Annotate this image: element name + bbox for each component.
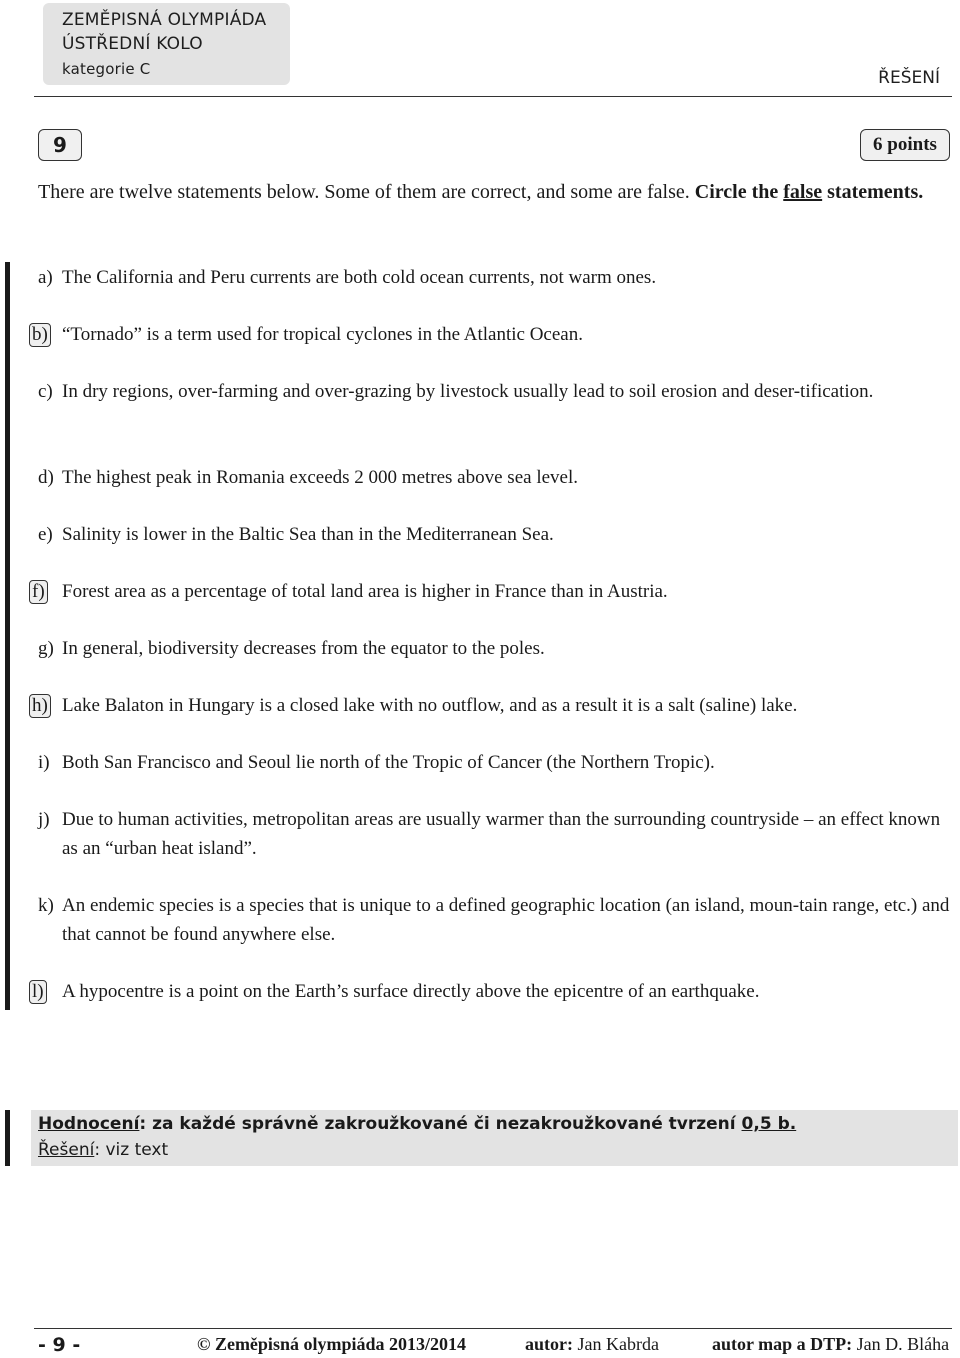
statement-f[interactable]: [32, 577, 950, 606]
statement-letter: j): [38, 809, 50, 830]
statement-text: In dry regions, over-farming and over-grazing by livestock usually lead to soil erosion and deser-tification.: [62, 381, 874, 402]
bottom-divider: [34, 1328, 952, 1329]
statement-text: A hypocentre is a point on the Earth’s surface directly above the epicentre of an earthquake.: [62, 981, 760, 1002]
statement-d[interactable]: [38, 463, 950, 492]
statement-text: Both San Francisco and Seoul lie north of the Tropic of Cancer (the Northern Tropic).: [62, 752, 715, 773]
statement-letter: d): [38, 467, 54, 488]
statement-letter: g): [38, 638, 54, 659]
intro-text: There are twelve statements below. Some of them are correct, and some are false.: [38, 181, 695, 203]
evaluation-bar: [5, 1110, 10, 1166]
author: [525, 1334, 659, 1355]
statement-text: “Tornado” is a term used for tropical cyclones in the Atlantic Ocean.: [62, 324, 583, 345]
top-divider: [34, 96, 952, 97]
statement-c[interactable]: [38, 377, 950, 406]
solution-line-label: Řešení: [38, 1140, 95, 1160]
statement-letter: a): [38, 267, 53, 288]
statement-letter: b): [29, 323, 51, 347]
statement-letter: e): [38, 524, 53, 545]
solution-line: [38, 1140, 168, 1160]
statement-e[interactable]: [38, 520, 950, 549]
side-bar: [5, 262, 10, 1010]
statement-letter: c): [38, 381, 53, 402]
statement-text: The highest peak in Romania exceeds 2 000 metres above sea level.: [62, 467, 578, 488]
statement-k[interactable]: [38, 891, 950, 949]
statement-text: Salinity is lower in the Baltic Sea than in the Mediterranean Sea.: [62, 524, 554, 545]
author-label: autor:: [525, 1334, 573, 1354]
statement-i[interactable]: [38, 748, 950, 777]
dtp-name: Jan D. Bláha: [852, 1334, 950, 1354]
statement-h[interactable]: [32, 691, 950, 720]
header-category: kategorie C: [62, 60, 151, 78]
statement-letter: l): [29, 980, 47, 1004]
evaluation-line: [38, 1114, 796, 1134]
statement-a[interactable]: [38, 263, 950, 292]
statement-b[interactable]: [32, 320, 950, 349]
intro-false: false: [783, 181, 823, 203]
dtp-author: [712, 1334, 949, 1355]
header-title: ZEMĚPISNÁ OLYMPIÁDA: [62, 10, 267, 30]
task-instructions: [38, 178, 950, 207]
statement-letter: k): [38, 895, 54, 916]
copyright: © Zeměpisná olympiáda 2013/2014: [197, 1334, 466, 1354]
intro-statements: statements.: [827, 181, 924, 203]
statement-letter: i): [38, 752, 50, 773]
statement-text: An endemic species is a species that is unique to a defined geographic location (an island, moun-tain range, etc.) and that cannot be found anywhere else.: [62, 895, 950, 945]
statement-letter: f): [29, 580, 48, 604]
statement-g[interactable]: [38, 634, 950, 663]
statement-text: The California and Peru currents are both cold ocean currents, not warm ones.: [62, 267, 657, 288]
statement-j[interactable]: [38, 805, 950, 863]
solution-line-text: : viz text: [94, 1140, 169, 1160]
statement-text: In general, biodiversity decreases from the equator to the poles.: [62, 638, 545, 659]
header-round: ÚSTŘEDNÍ KOLO: [62, 34, 203, 54]
page-number: - 9 -: [38, 1334, 81, 1356]
evaluation-text: : za každé správně zakroužkované či nezakroužkované tvrzení: [139, 1114, 742, 1134]
author-name: Jan Kabrda: [573, 1334, 659, 1354]
dtp-label: autor map a DTP:: [712, 1334, 853, 1354]
statement-text: Forest area as a percentage of total land area is higher in France than in Austria.: [62, 581, 668, 602]
solution-label: ŘEŠENÍ: [878, 68, 940, 88]
statement-letter: h): [29, 694, 51, 718]
intro-circle: Circle the: [694, 181, 784, 203]
evaluation-label: Hodnocení: [38, 1114, 140, 1134]
evaluation-score: 0,5 b.: [741, 1114, 797, 1134]
task-number: 9: [38, 129, 82, 161]
statement-text: Lake Balaton in Hungary is a closed lake with no outflow, and as a result it is a salt (saline) lake.: [62, 695, 798, 716]
points-badge: 6 points: [860, 129, 950, 161]
statement-text: Due to human activities, metropolitan areas are usually warmer than the surrounding countryside – an effect known as an “urban heat island”.: [62, 809, 941, 859]
statement-l[interactable]: [32, 977, 950, 1006]
